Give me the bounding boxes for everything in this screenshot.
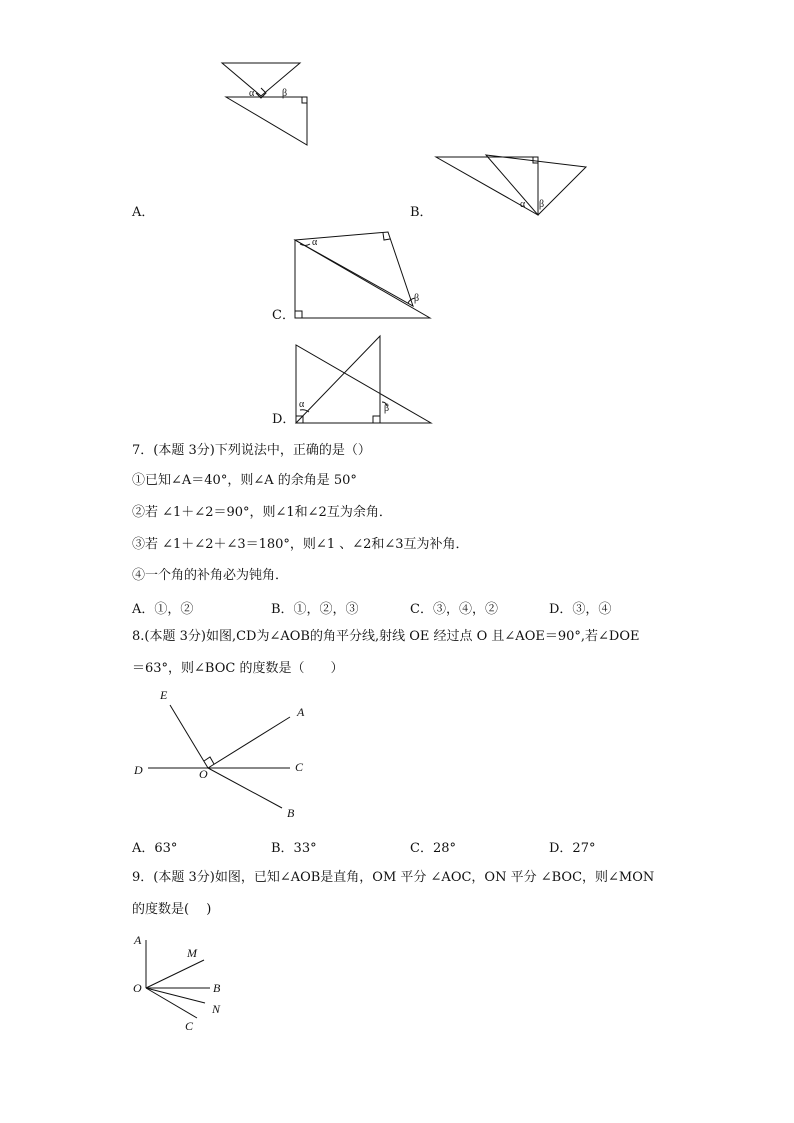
- q6-c-alpha: α: [312, 237, 318, 248]
- q8-label-e: E: [160, 688, 168, 702]
- q7-option-c: C．③，④，②: [410, 602, 498, 617]
- q6-figure-b: [436, 155, 586, 215]
- q6-c-beta: β: [414, 293, 420, 304]
- q9-stem-line1: 9．(本题 3分)如图，已知∠AOB是直角，OM 平分 ∠AOC，ON 平分 ∠BOC，则∠MON: [132, 870, 655, 885]
- q8-option-d: D．27°: [549, 841, 596, 856]
- q9-label-o: O: [133, 981, 142, 995]
- q6-a-alpha: α: [249, 88, 255, 99]
- q7-statement-2: ②若 ∠1＋∠2＝90°，则∠1和∠2互为余角．: [132, 505, 392, 520]
- q7-option-a: A．①，②: [132, 602, 194, 617]
- q6-d-alpha: α: [299, 399, 305, 410]
- q8-label-a: A: [297, 705, 305, 719]
- q7-stem: 7．(本题 3分)下列说法中，正确的是（）: [132, 443, 371, 458]
- q7-option-d: D．③，④: [549, 602, 612, 617]
- q9-stem-line2: 的度数是( ): [132, 902, 212, 917]
- q9-label-n: N: [212, 1002, 221, 1016]
- q6-figures: [0, 0, 794, 440]
- q6-option-b: B．: [410, 205, 433, 220]
- q8-label-o: O: [199, 767, 208, 781]
- q8-option-b: B．33°: [271, 841, 317, 856]
- q9-label-m: M: [187, 946, 197, 960]
- q7-statement-1: ①已知∠A＝40°，则∠A 的余角是 50°: [132, 473, 357, 488]
- q8-stem-line2: ＝63°，则∠BOC 的度数是（ ）: [132, 661, 344, 676]
- q6-figure-a: [222, 63, 307, 145]
- q6-b-beta: β: [539, 199, 545, 210]
- q6-a-beta: β: [282, 88, 288, 99]
- q8-label-b: B: [287, 806, 295, 820]
- q8-label-d: D: [134, 763, 143, 777]
- q8-option-c: C．28°: [410, 841, 456, 856]
- q7-statement-4: ④一个角的补角必为钝角．: [132, 568, 289, 583]
- q8-label-c: C: [295, 760, 304, 774]
- q8-stem-line1: 8.(本题 3分)如图,CD为∠AOB的角平分线,射线 OE 经过点 O 且∠AOE＝90°,若∠DOE: [132, 629, 640, 644]
- q9-label-a: A: [134, 933, 142, 947]
- q9-label-c: C: [185, 1019, 194, 1033]
- q6-option-d: D．: [272, 412, 296, 427]
- q6-figure-d: [296, 336, 431, 423]
- q6-option-c: C．: [272, 308, 295, 323]
- q6-b-alpha: α: [520, 199, 526, 210]
- q9-label-b: B: [213, 981, 221, 995]
- q6-option-a: A．: [132, 205, 155, 220]
- q7-statement-3: ③若 ∠1＋∠2＋∠3＝180°，则∠1 、∠2和∠3互为补角．: [132, 537, 469, 552]
- q8-option-a: A．63°: [132, 841, 178, 856]
- q7-option-b: B．①，②，③: [271, 602, 359, 617]
- q6-d-beta: β: [384, 403, 390, 414]
